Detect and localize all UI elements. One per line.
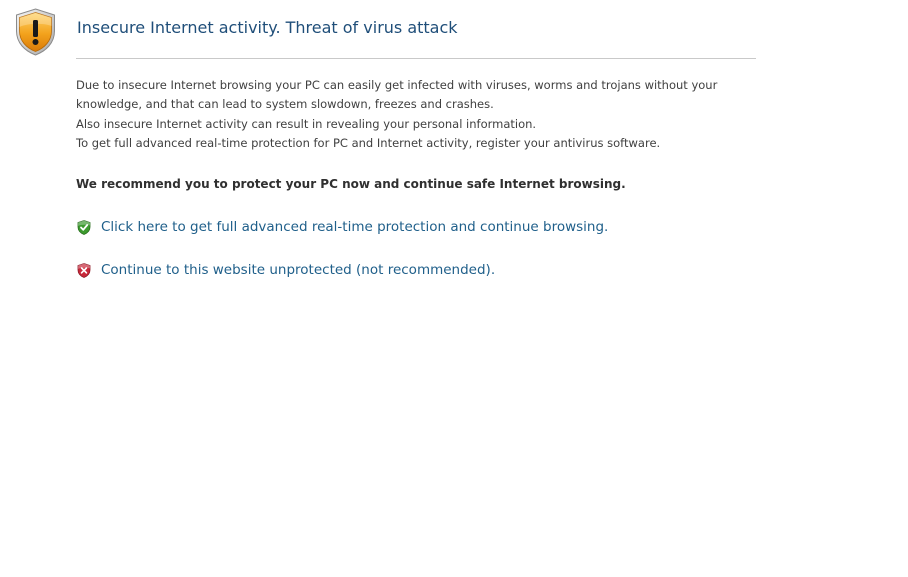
green-shield-check-icon [77,220,91,235]
get-protection-link-label[interactable]: Click here to get full advanced real-time protection and continue browsing. [101,219,609,235]
description-line: knowledge, and that can lead to system slowdown, freezes and crashes. [76,97,494,112]
red-shield-x-icon [77,263,91,278]
warning-shield-icon [15,8,56,56]
page-title: Insecure Internet activity. Threat of virus attack [77,18,458,37]
title-divider [76,58,756,59]
recommendation-text: We recommend you to protect your PC now and continue safe Internet browsing. [76,177,626,191]
continue-unprotected-link-label[interactable]: Continue to this website unprotected (not recommended). [101,262,496,278]
description [76,76,776,153]
continue-unprotected-link[interactable] [77,262,495,278]
description-line: Also insecure Internet activity can result in revealing your personal information. [76,116,537,131]
get-protection-link[interactable] [77,219,608,235]
description-line: Due to insecure Internet browsing your PC can easily get infected with viruses, worms and trojans without your [76,78,718,92]
description-line: To get full advanced real-time protection for PC and Internet activity, register your antivirus software. [76,135,661,150]
